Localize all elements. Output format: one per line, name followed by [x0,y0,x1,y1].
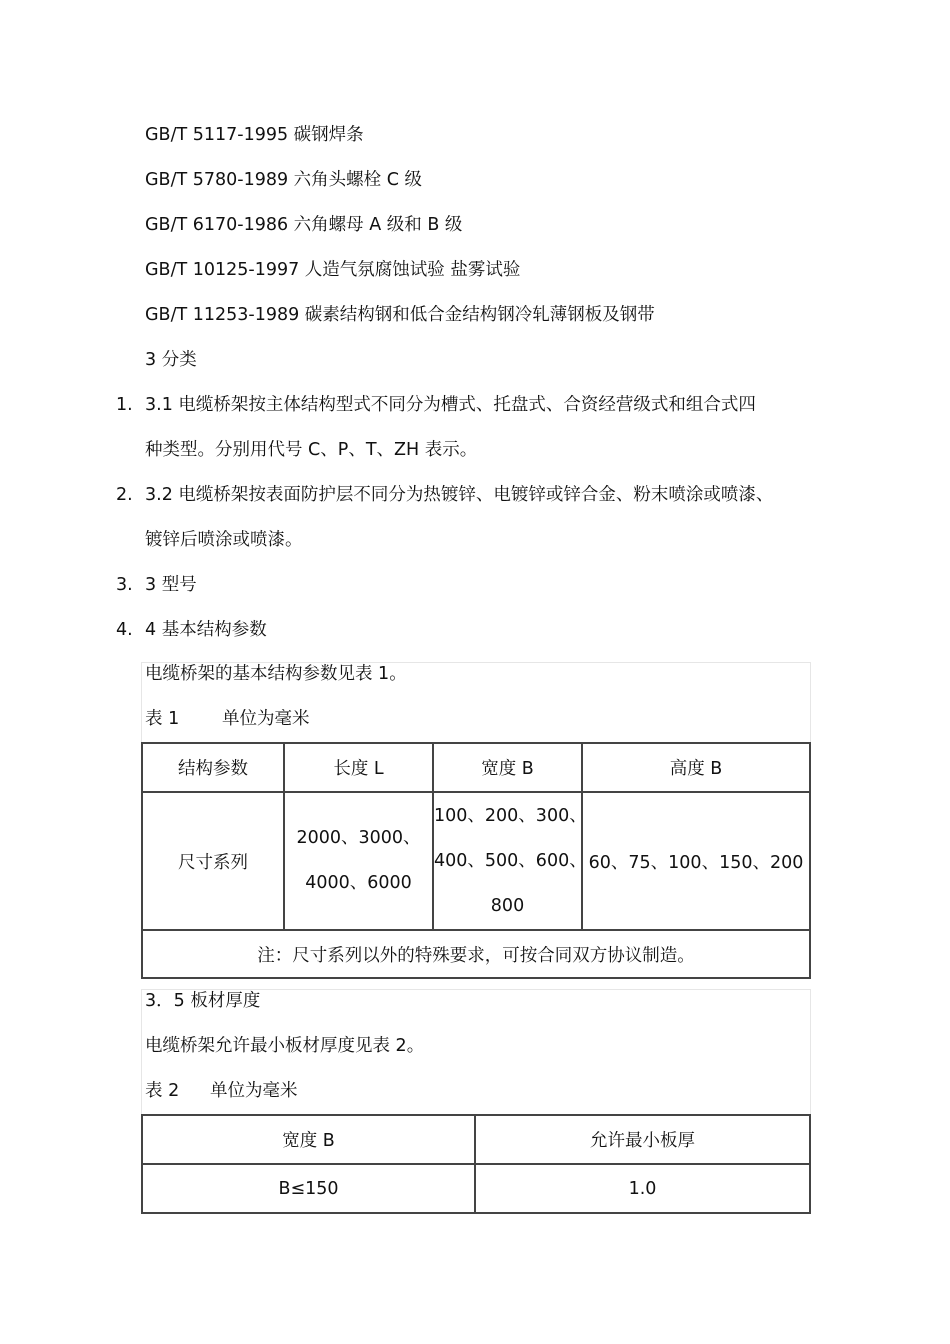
list-item-text: 种类型。分别用代号 C、P、T、ZH 表示。 [145,440,478,460]
table1-caption-label: 表 1 [145,709,180,729]
table-header-row [142,1115,810,1164]
cell-line: 4000、6000 [305,873,412,893]
table-header-cell: 结构参数 [142,743,284,792]
table-cell: 尺寸系列 [142,792,284,930]
list-item-text: 4 基本结构参数 [145,620,267,640]
table1 [141,742,811,979]
list-item-text: 3 型号 [145,575,197,595]
table-cell [433,792,587,930]
list-item-text: 3.2 电缆桥架按表面防护层不同分为热镀锌、电镀锌或锌合金、粉末喷涂或喷漆、 [145,485,774,505]
section35-intro: 电缆桥架允许最小板材厚度见表 2。 [145,1036,425,1056]
table1-intro: 电缆桥架的基本结构参数见表 1。 [145,664,407,684]
cell-line: 400、500、600、 [434,850,587,871]
list-number: 1. [116,395,133,415]
standard-item: GB/T 11253-1989 碳素结构钢和低合金结构钢冷轧薄钢板及钢带 [145,305,655,325]
table2-caption-label: 表 2 [145,1081,180,1101]
cell-line: 100、200、300、 [434,805,587,826]
table-header-cell: 宽度 B [433,743,582,792]
table-cell: 1.0 [475,1164,810,1213]
list-number: 2. [116,485,133,505]
table-header-cell: 长度 L [284,743,433,792]
table-note-row [142,930,810,978]
table2 [141,1114,811,1214]
standard-item: GB/T 5780-1989 六角头螺栓 C 级 [145,170,423,190]
standard-item: GB/T 5117-1995 碳钢焊条 [145,125,364,145]
list-number: 4. [116,620,133,640]
list-item-text: 3.1 电缆桥架按主体结构型式不同分为槽式、托盘式、合资经营级式和组合式四 [145,395,756,415]
standard-item: GB/T 6170-1986 六角螺母 A 级和 B 级 [145,215,463,235]
table2-caption-unit: 单位为毫米 [210,1081,298,1101]
cell-line: 2000、3000、 [296,828,421,848]
section-heading: 3 分类 [145,350,197,370]
table-header-row [142,743,810,792]
standard-item: GB/T 10125-1997 人造气氛腐蚀试验 盐雾试验 [145,260,521,280]
table1-caption-unit: 单位为毫米 [222,709,310,729]
table-header-cell: 宽度 B [142,1115,475,1164]
section35-title: 3．5 板材厚度 [145,991,261,1011]
table-header-cell: 高度 B [582,743,810,792]
table-cell [284,792,433,930]
table-note: 注：尺寸系列以外的特殊要求，可按合同双方协议制造。 [142,930,810,978]
table-row [142,792,810,930]
table-header-cell: 允许最小板厚 [475,1115,810,1164]
table-row [142,1164,810,1213]
table-cell: B≤150 [142,1164,475,1213]
list-number: 3. [116,575,133,595]
cell-line: 800 [490,895,525,916]
table-cell: 60、75、100、150、200 [582,792,810,930]
list-item-text: 镀锌后喷涂或喷漆。 [145,530,303,550]
